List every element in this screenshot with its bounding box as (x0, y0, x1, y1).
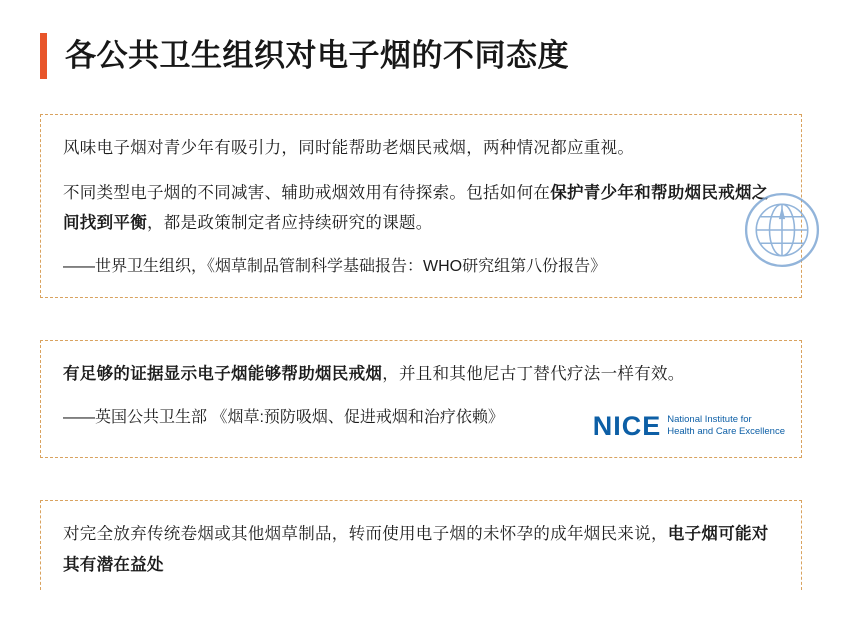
page-title-text: 各公共卫生组织对电子烟的不同态度 (65, 37, 569, 73)
who-emblem-icon (743, 191, 821, 269)
nice-wordmark: NICE (592, 410, 662, 441)
quote-paragraph (63, 178, 779, 239)
page-title (40, 30, 842, 82)
quote-run: 对完全放弃传统卷烟或其他烟草制品，转而使用电子烟的未怀孕的成年烟民来说， (63, 525, 668, 543)
title-accent-bar (40, 33, 47, 79)
quote-run: ，并且和其他尼古丁替代疗法一样有效。 (382, 365, 685, 383)
quote-source: ——英国公共卫生部 《烟草:预防吸烟、促进戒烟和治疗依赖》 (63, 408, 504, 426)
quote-paragraph (63, 519, 779, 580)
nice-subtext-line1: National Institute for (667, 414, 752, 426)
quote-run-bold: 有足够的证据显示电子烟能够帮助烟民戒烟 (63, 365, 383, 383)
nice-logo-icon (593, 409, 785, 443)
quote-source: ——世界卫生组织，《烟草制品管制科学基础报告：WHO研究组第八份报告》 (63, 257, 607, 275)
quote-paragraph (63, 133, 779, 164)
quote-run-bold: 保护青少年和帮助烟民戒烟之间找到平衡 (63, 183, 769, 233)
quote-run: ，都是政策制定者应持续研究的课题。 (147, 214, 433, 233)
quote-card-who (40, 114, 802, 298)
quote-card-phe (40, 340, 802, 458)
quote-paragraph (63, 359, 779, 390)
quote-run-bold: 电子烟可能对其有潜在益处 (63, 525, 769, 574)
nice-subtext-line2: Health and Care Excellence (667, 426, 785, 437)
quote-card-third (40, 500, 802, 590)
document-page (0, 30, 842, 641)
nice-subtext (667, 414, 785, 438)
quote-run: 不同类型电子烟的不同减害、辅助戒烟效用有待探索。包括如何在 (63, 183, 551, 202)
quote-run: 风味电子烟对青少年有吸引力，同时能帮助老烟民戒烟，两种情况都应重视。 (63, 139, 635, 157)
